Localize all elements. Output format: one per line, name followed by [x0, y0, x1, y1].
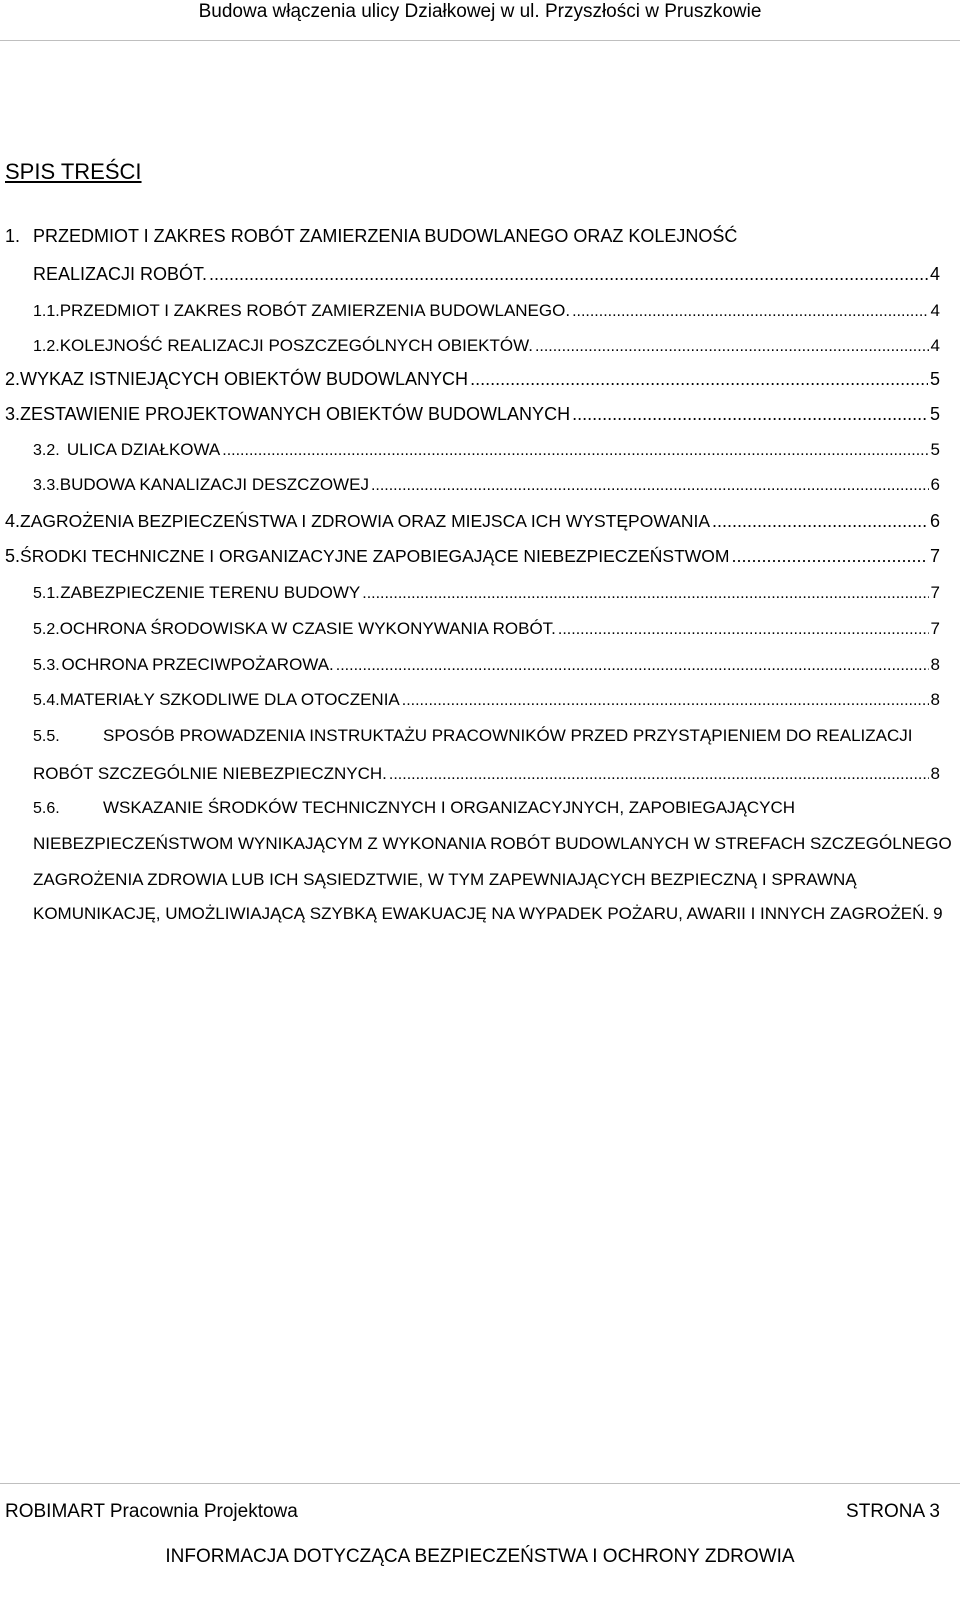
toc-entry-page: 4	[930, 336, 940, 355]
toc-entry-text: OCHRONA PRZECIWPOŻAROWA.	[61, 655, 334, 674]
leader-dots	[371, 477, 929, 495]
toc-entry-page: 4	[930, 301, 940, 320]
toc-entry-page: 8	[930, 655, 940, 674]
header-divider	[0, 40, 960, 41]
running-header: Budowa włączenia ulicy Działkowej w ul. Przyszłości w Pruszkowie	[198, 1, 762, 22]
toc-entry-5[interactable]	[5, 546, 940, 567]
leader-dots	[535, 338, 929, 356]
toc-entry-number: 5.4.	[33, 692, 60, 709]
toc-entry-text: ROBÓT SZCZEGÓLNIE NIEBEZPIECZNYCH.	[33, 764, 387, 783]
toc-entry-text: REALIZACJI ROBÓT.	[33, 264, 208, 284]
toc-entry-5-5-cont[interactable]	[33, 764, 940, 784]
toc-entry-1-1[interactable]	[33, 301, 940, 321]
leader-dots	[558, 621, 929, 639]
toc-entry-text: SPOSÓB PROWADZENIA INSTRUKTAŻU PRACOWNIKÓW PRZED PRZYSTĄPIENIEM DO REALIZACJI	[103, 726, 913, 745]
toc-entry-5-2[interactable]	[33, 619, 940, 639]
toc-entry-number: 3.	[5, 404, 21, 424]
leader-dots	[572, 404, 928, 425]
toc-entry-page: 6	[929, 511, 940, 531]
toc-entry-text: ULICA DZIAŁKOWA	[66, 440, 221, 459]
toc-entry-page: 7	[930, 583, 940, 602]
toc-entry-5-1[interactable]	[33, 583, 940, 603]
toc-entry-5-6-cont-2[interactable]	[33, 870, 940, 890]
leader-dots	[732, 546, 928, 567]
toc-entry-text: OCHRONA ŚRODOWISKA W CZASIE WYKONYWANIA ROBÓT.	[59, 619, 556, 638]
toc-entry-number: 1.	[5, 226, 21, 246]
toc-entry-3-2[interactable]	[33, 440, 940, 460]
toc-entry-page: 6	[930, 475, 940, 494]
toc-entry-number: 5.5.	[33, 728, 60, 745]
toc-entry-number: 5.2.	[33, 621, 60, 638]
leader-dots	[336, 657, 929, 675]
toc-entry-5-6-cont-3[interactable]	[33, 904, 943, 924]
toc-entry-page: 7	[929, 546, 940, 566]
leader-dots	[389, 766, 929, 784]
leader-dots	[712, 511, 928, 532]
toc-entry-text: NIEBEZPIECZEŃSTWOM WYNIKAJĄCYM Z WYKONANIA ROBÓT BUDOWLANYCH W STREFACH SZCZEGÓLNEGO	[33, 834, 952, 853]
toc-entry-text: ŚRODKI TECHNICZNE I ORGANIZACYJNE ZAPOBIEGAJĄCE NIEBEZPIECZEŃSTWOM	[20, 546, 730, 566]
toc-entry-5-6-cont-1[interactable]	[33, 834, 952, 854]
toc-entry-5-6[interactable]	[33, 798, 940, 818]
toc-entry-text: MATERIAŁY SZKODLIWE DLA OTOCZENIA	[59, 690, 400, 709]
toc-entry-number: 5.3.	[33, 657, 60, 674]
footer-divider	[0, 1483, 960, 1484]
leader-dots	[362, 585, 928, 603]
toc-entry-page: 5	[929, 369, 940, 389]
toc-entry-number: 1.2.	[33, 338, 60, 355]
toc-entry-number: 5.	[5, 546, 21, 566]
toc-entry-number: 1.1.	[33, 303, 60, 320]
toc-entry-text: WSKAZANIE ŚRODKÓW TECHNICZNYCH I ORGANIZACYJNYCH, ZAPOBIEGAJĄCYCH	[103, 798, 796, 817]
toc-entry-5-4[interactable]	[33, 690, 940, 710]
leader-dots	[572, 303, 928, 321]
toc-entry-1-cont[interactable]	[33, 264, 940, 285]
toc-entry-number: 4.	[5, 511, 21, 531]
toc-entry-page: 8	[930, 764, 940, 783]
toc-entry-number: 2.	[5, 369, 21, 389]
toc-entry-5-3[interactable]	[33, 655, 940, 675]
toc-entry-1[interactable]	[5, 226, 940, 247]
toc-title: SPIS TREŚCI	[5, 159, 142, 184]
leader-dots	[470, 369, 928, 390]
leader-dots	[402, 692, 929, 710]
toc-entry-1-2[interactable]	[33, 336, 940, 356]
toc-entry-2[interactable]	[5, 369, 940, 390]
toc-entry-number: 5.1.	[33, 585, 60, 602]
toc-entry-3[interactable]	[5, 404, 940, 425]
toc-entry-text: KOMUNIKACJĘ, UMOŻLIWIAJĄCĄ SZYBKĄ EWAKUACJĘ NA WYPADEK POŻARU, AWARII I INNYCH ZAGROŻEŃ.	[33, 904, 930, 923]
toc-entry-text: KOLEJNOŚĆ REALIZACJI POSZCZEGÓLNYCH OBIEKTÓW.	[59, 336, 533, 355]
toc-entry-text: ZAGROŻENIA BEZPIECZEŃSTWA I ZDROWIA ORAZ MIEJSCA ICH WYSTĘPOWANIA	[20, 511, 711, 531]
toc-entry-text: PRZEDMIOT I ZAKRES ROBÓT ZAMIERZENIA BUDOWLANEGO.	[59, 301, 571, 320]
toc-entry-text: ZABEZPIECZENIE TERENU BUDOWY	[60, 583, 361, 602]
toc-entry-page: 5	[929, 404, 940, 424]
footer-company: ROBIMART Pracownia Projektowa	[5, 1501, 298, 1522]
toc-entry-number: 5.6.	[33, 800, 60, 817]
toc-entry-page: 4	[929, 264, 940, 284]
footer-page-number: STRONA 3	[846, 1501, 940, 1522]
toc-entry-text: ZESTAWIENIE PROJEKTOWANYCH OBIEKTÓW BUDOWLANYCH	[20, 404, 571, 424]
toc-entry-5-5[interactable]	[33, 726, 940, 746]
toc-entry-4[interactable]	[5, 511, 940, 532]
toc-entry-number: 3.2.	[33, 442, 60, 459]
toc-entry-number: 3.3.	[33, 477, 60, 494]
leader-dots	[222, 442, 928, 460]
toc-entry-3-3[interactable]	[33, 475, 940, 495]
toc-entry-text: ZAGROŻENIA ZDROWIA LUB ICH SĄSIEDZTWIE, W TYM ZAPEWNIAJĄCYCH BEZPIECZNĄ I SPRAWNĄ	[33, 870, 857, 889]
toc-entry-text: PRZEDMIOT I ZAKRES ROBÓT ZAMIERZENIA BUDOWLANEGO ORAZ KOLEJNOŚĆ	[33, 226, 738, 246]
toc-entry-page: 8	[930, 690, 940, 709]
toc-entry-page: 9	[933, 904, 943, 923]
toc-entry-page: 7	[930, 619, 940, 638]
leader-dots	[209, 264, 928, 285]
toc-entry-page: 5	[930, 440, 940, 459]
toc-entry-text: WYKAZ ISTNIEJĄCYCH OBIEKTÓW BUDOWLANYCH	[20, 369, 469, 389]
footer-document-title: INFORMACJA DOTYCZĄCA BEZPIECZEŃSTWA I OCHRONY ZDROWIA	[165, 1546, 795, 1567]
toc-entry-text: BUDOWA KANALIZACJI DESZCZOWEJ	[59, 475, 369, 494]
